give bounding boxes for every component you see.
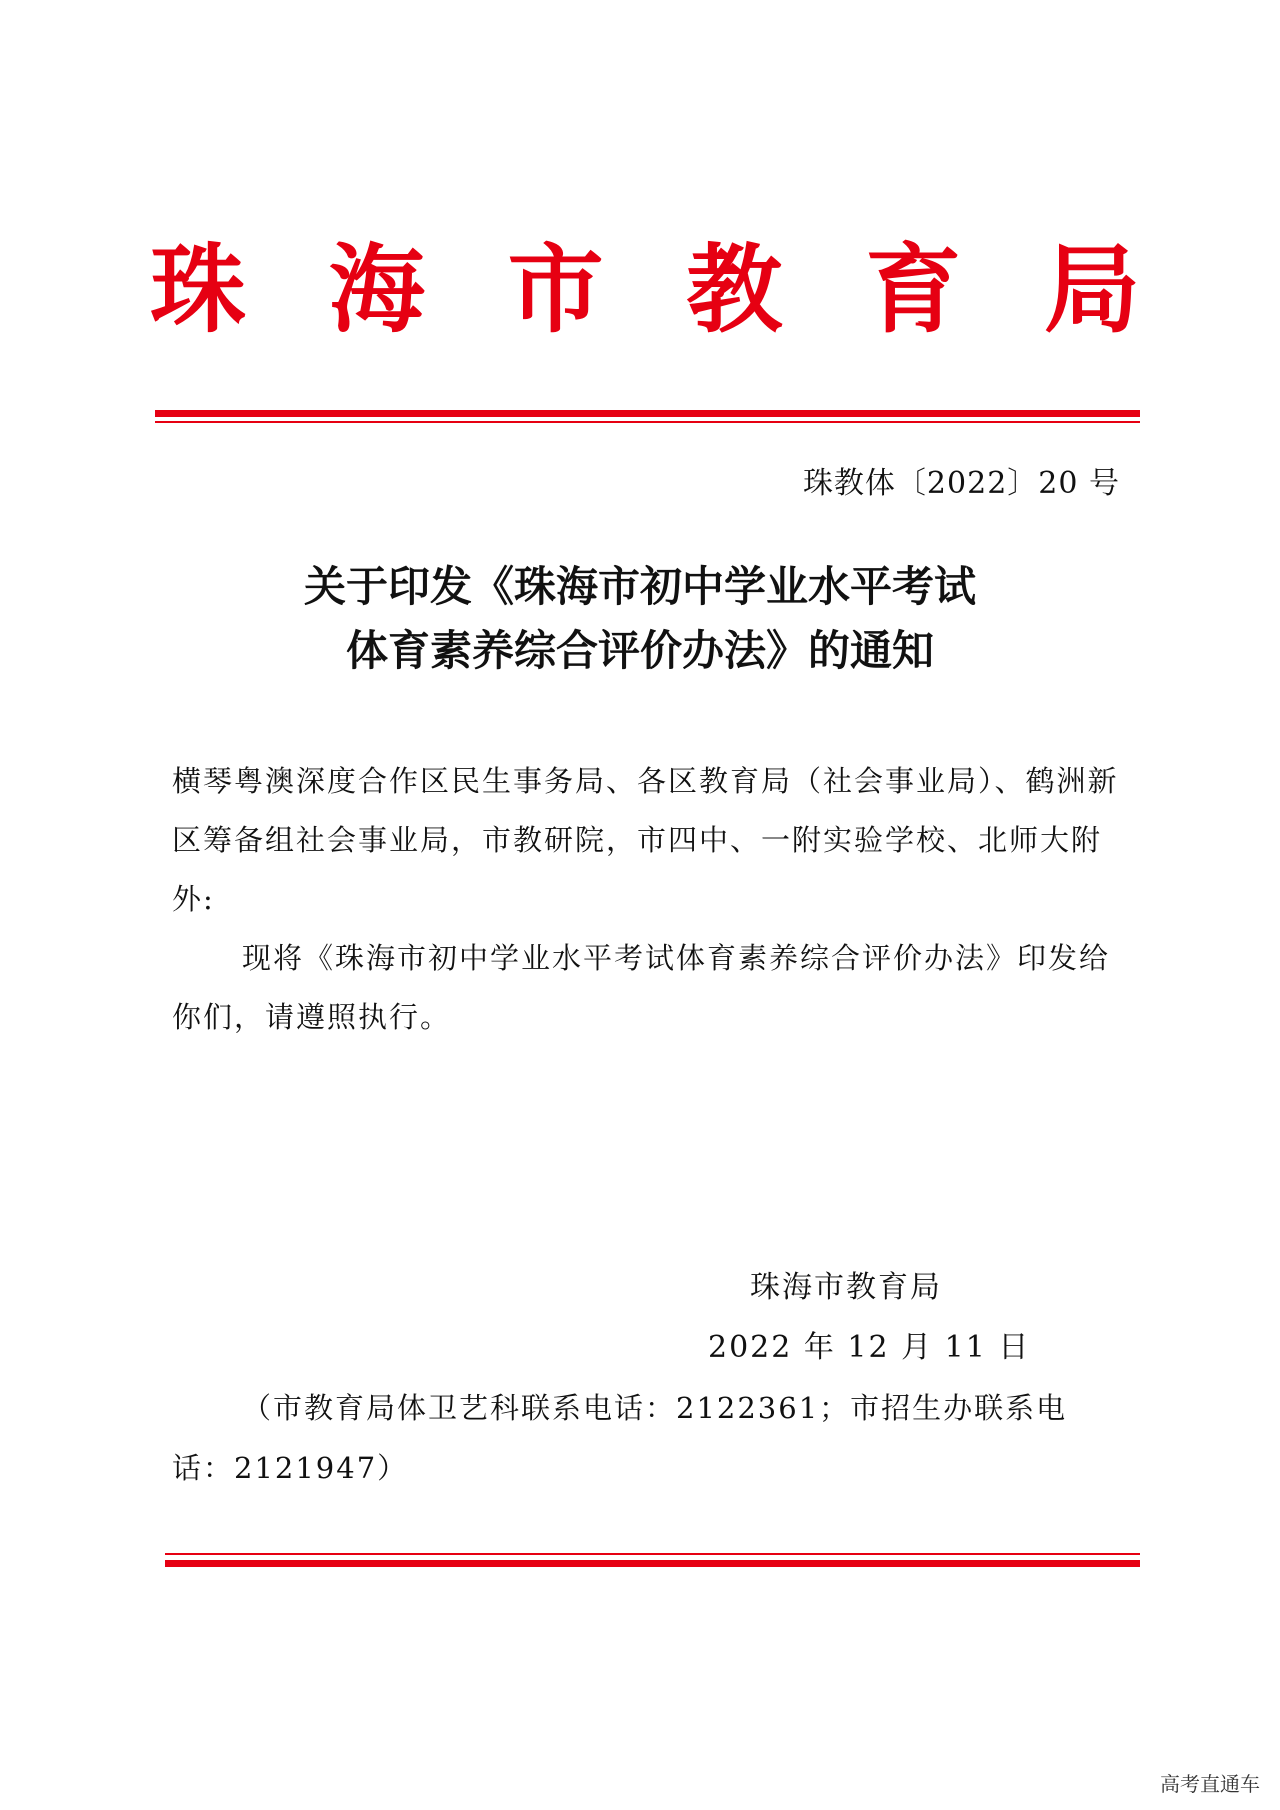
body-paragraph: 现将《珠海市初中学业水平考试体育素养综合评价办法》印发给你们，请遵照执行。 [172, 941, 1111, 1034]
notice-body [172, 752, 1122, 1047]
masthead-char: 育 [865, 233, 962, 346]
notice-title [160, 555, 1120, 683]
contact-info: （市教育局体卫艺科联系电话：2122361；市招生办联系电话：2121947） [172, 1391, 1068, 1485]
recipients-paragraph: 横琴粤澳深度合作区民生事务局、各区教育局（社会事业局）、鹤洲新区筹备组社会事业局，市教研院，市四中、一附实验学校、北师大附外: [172, 764, 1119, 916]
masthead-char: 海 [328, 233, 425, 346]
masthead-char: 市 [507, 233, 604, 346]
header-divider-thick [155, 410, 1140, 417]
header-divider-thin [155, 421, 1140, 423]
document-number: 珠教体〔2022〕20 号 [802, 466, 1120, 501]
issuer-signature: 珠海市教育局 [750, 1270, 942, 1305]
footer-divider-thin [165, 1553, 1140, 1555]
masthead-char: 局 [1043, 233, 1140, 346]
masthead-char: 教 [686, 233, 783, 346]
masthead-char: 珠 [150, 233, 246, 346]
notice-title-line-2: 体育素养综合评价办法》的通知 [345, 626, 934, 675]
agency-masthead [150, 230, 1140, 350]
issue-date: 2022 年 12 月 11 日 [708, 1330, 1031, 1365]
notice-title-line-1: 关于印发《珠海市初中学业水平考试 [303, 562, 976, 611]
watermark-text: 高考直通车 [1160, 1772, 1260, 1796]
footer-divider-thick [165, 1560, 1140, 1567]
